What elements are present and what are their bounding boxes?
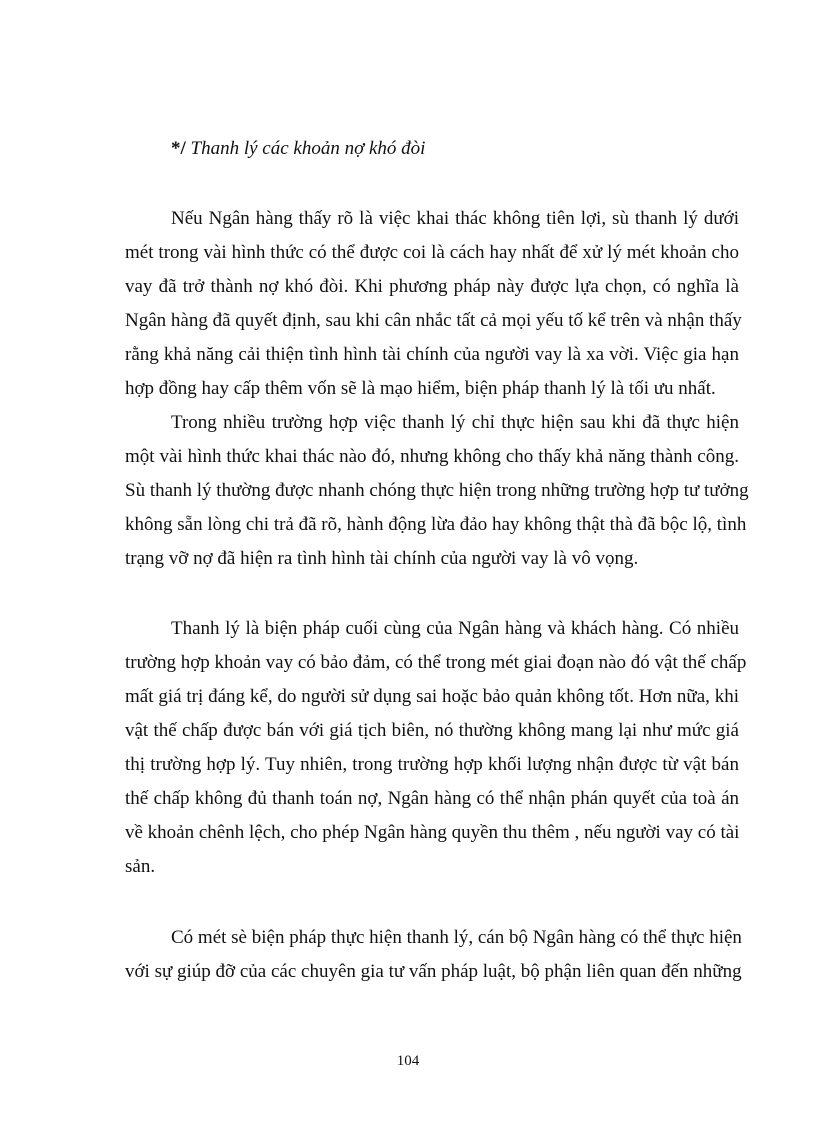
paragraph-line: Trong nhiều trường hợp việc thanh lý chỉ thực hiện sau khi đã thực hiện [171, 412, 739, 433]
paragraph-line: trường hợp khoản vay có bảo đảm, có thể trong mét giai đoạn nào đó vật thế chấp [125, 652, 747, 673]
paragraph-line: hợp đồng hay cấp thêm vốn sẽ là mạo hiểm, biện pháp thanh lý là tối ưu nhất. [125, 378, 716, 399]
paragraph-line: Sù thanh lý thường được nhanh chóng thực hiện trong những trường hợp tư tưởng [125, 480, 749, 501]
paragraph-line: trạng vỡ nợ đã hiện ra tình hình tài chính của người vay là vô vọng. [125, 548, 639, 569]
paragraph-line: Thanh lý là biện pháp cuối cùng của Ngân hàng và khách hàng. Có nhiều [171, 618, 739, 639]
paragraph-line: thế chấp không đủ thanh toán nợ, Ngân hàng có thể nhận phán quyết của toà án [125, 788, 739, 809]
paragraph-line: một vài hình thức khai thác nào đó, nhưng không cho thấy khả năng thành công. [125, 446, 739, 467]
paragraph-line: Có mét sè biện pháp thực hiện thanh lý, cán bộ Ngân hàng có thể thực hiện [171, 927, 742, 948]
paragraph [125, 202, 742, 406]
paragraph-line: thị trường hợp lý. Tuy nhiên, trong trường hợp khối lượng nhận được từ vật bán [125, 754, 739, 775]
paragraph [125, 612, 747, 884]
paragraph-line: về khoản chênh lệch, cho phép Ngân hàng quyền thu thêm , nếu người vay có tài [125, 822, 740, 843]
page-number: 104 [396, 1053, 420, 1069]
paragraph-line: rằng khả năng cải thiện tình hình tài chính của người vay là xa vời. Việc gia hạn [125, 344, 739, 365]
paragraph [125, 921, 742, 989]
section-heading [171, 138, 425, 160]
paragraph-line: không sẵn lòng chi trả đã rõ, hành động lừa đảo hay không thật thà đã bộc lộ, tình [125, 514, 747, 535]
paragraph [125, 406, 749, 576]
paragraph-line: vật thế chấp được bán với giá tịch biên, nó thường không mang lại như mức giá [125, 720, 739, 741]
paragraph-line: Nếu Ngân hàng thấy rõ là việc khai thác không tiên lợi, sù thanh lý dưới [171, 208, 739, 229]
paragraph-line: vay đã trở thành nợ khó đòi. Khi phương pháp này được lựa chọn, có nghĩa là [125, 276, 739, 297]
paragraph-line: với sự giúp đỡ của các chuyên gia tư vấn pháp luật, bộ phận liên quan đến những [125, 961, 742, 982]
paragraph-line: Ngân hàng đã quyết định, sau khi cân nhắc tất cả mọi yếu tố kể trên và nhận thấy [125, 310, 742, 331]
paragraph-line: mất giá trị đáng kể, do người sử dụng sai hoặc bảo quản không tốt. Hơn nữa, khi [125, 686, 739, 707]
paragraph-line: mét trong vài hình thức có thể được coi là cách hay nhất để xử lý mét khoản cho [125, 242, 739, 263]
paragraph-line: sản. [125, 856, 156, 877]
heading-marker: */ [171, 138, 186, 159]
heading-text: Thanh lý các khoản nợ khó đòi [190, 138, 426, 159]
